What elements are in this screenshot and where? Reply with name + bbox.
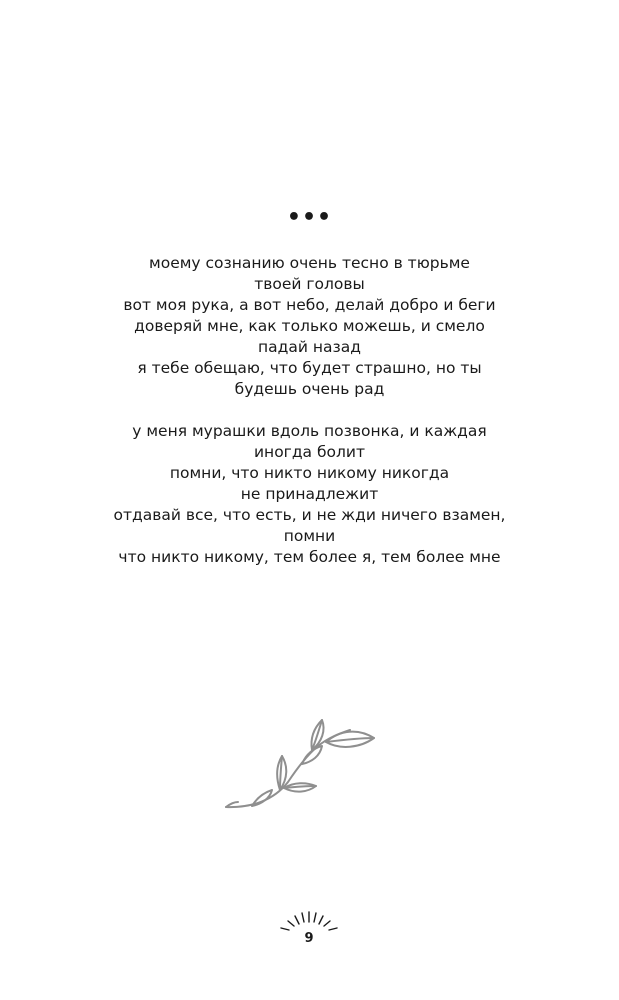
poem-line: иногда болит xyxy=(253,443,366,461)
page-number: 9 xyxy=(304,931,314,946)
poem-line: доверяй мне, как только можешь, и смело xyxy=(134,317,485,335)
stanza-1 xyxy=(0,253,619,400)
poem-line: не принадлежит xyxy=(240,485,379,503)
poem-line: моему сознанию очень тесно в тюрьме xyxy=(149,254,470,272)
poem-line: помни, что никто никому никогда xyxy=(169,464,450,482)
poem-line: вот моя рука, а вот небо, делай добро и беги xyxy=(123,296,496,314)
stanza-2 xyxy=(0,421,619,568)
poem-line: у меня мурашки вдоль позвонка, и каждая xyxy=(132,422,487,440)
poem xyxy=(0,253,619,568)
section-ornament: ••• xyxy=(286,205,333,230)
poem-line: помни xyxy=(283,527,336,545)
poem-line: падай назад xyxy=(258,338,361,356)
poem-line: будешь очень рад xyxy=(234,380,385,398)
leaf-sprig-icon xyxy=(222,716,378,814)
page-footer xyxy=(269,910,349,950)
poem-line: отдавай все, что есть, и не жди ничего взамен, xyxy=(113,506,506,524)
poem-line: я тебе обещаю, что будет страшно, но ты xyxy=(137,359,482,377)
poem-line: твоей головы xyxy=(254,275,365,293)
poem-line: что никто никому, тем более я, тем более мне xyxy=(118,548,501,566)
